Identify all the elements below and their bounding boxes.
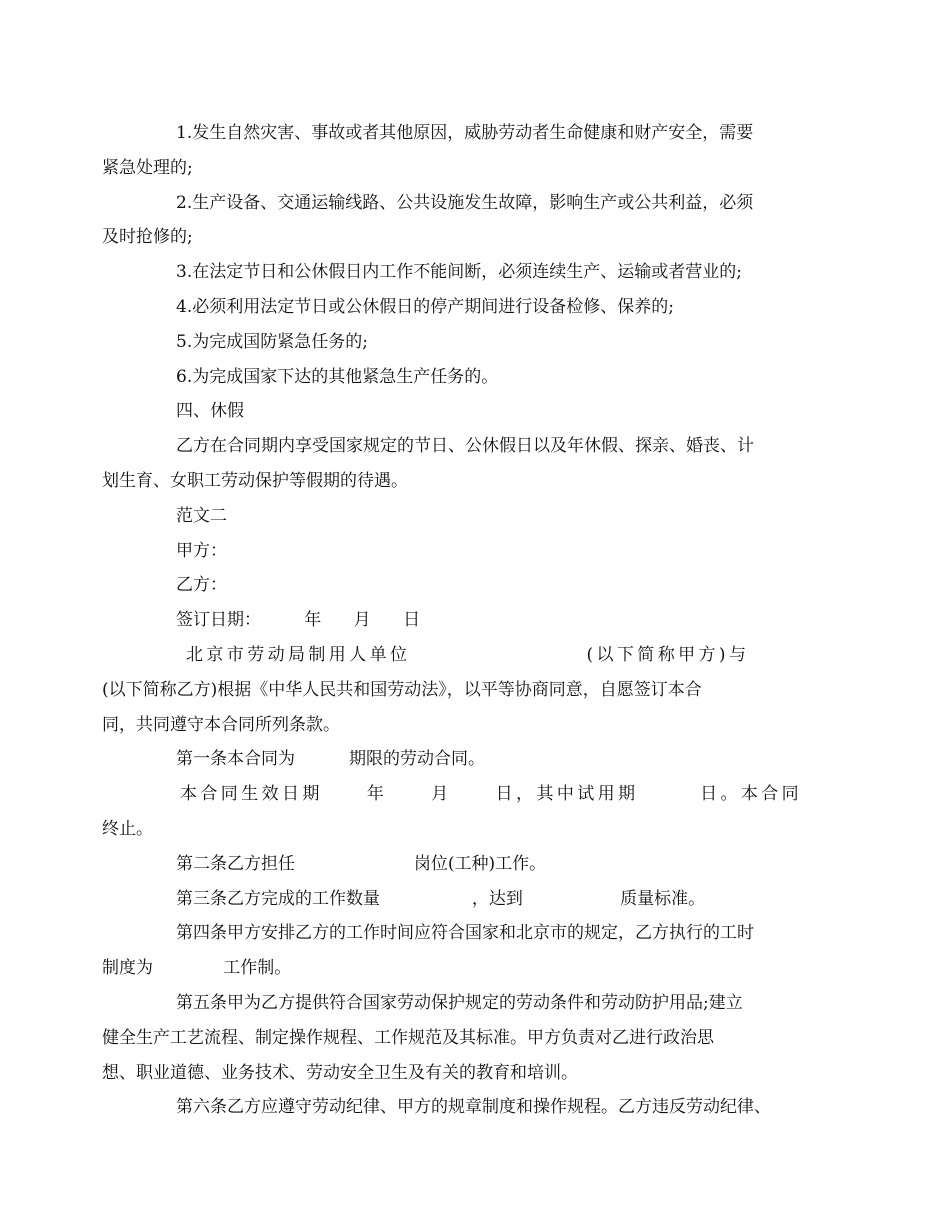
article-1: 第一条本合同为 期限的劳动合同。	[176, 749, 486, 770]
emergency-item-4: 4.必须利用法定节日或公休假日的停产期间进行设备检修、保养的;	[176, 296, 674, 317]
section-heading-vacation: 四、休假	[176, 401, 244, 422]
article-3: 第三条乙方完成的工作数量 ，达到 质量标准。	[176, 888, 706, 909]
signing-date-line: 签订日期： 年 月 日	[176, 610, 421, 631]
emergency-item-1: 1.发生自然灾害、事故或者其他原因，威胁劳动者生命健康和财产安全，需要 紧急处理的;	[102, 123, 754, 178]
effective-date-paragraph: 本合同生效日期 年 月 日，其中试用期 日。本合同 终止。	[102, 784, 803, 839]
party-b-label: 乙方：	[176, 575, 227, 596]
sample-two-heading: 范文二	[176, 505, 227, 526]
emergency-item-3: 3.在法定节日和公休假日内工作不能间断，必须连续生产、运输或者营业的;	[176, 262, 742, 283]
article-6: 第六条乙方应遵守劳动纪律、甲方的规章制度和操作规程。乙方违反劳动纪律、	[176, 1097, 771, 1118]
emergency-item-5: 5.为完成国防紧急任务的;	[176, 331, 368, 352]
vacation-paragraph: 乙方在合同期内享受国家规定的节日、公休假日以及年休假、探亲、婚丧、计 划生育、女职工劳动保护等假期的待遇。	[102, 436, 754, 491]
emergency-item-2: 2.生产设备、交通运输线路、公共设施发生故障，影响生产或公共利益，必须 及时抢修的;	[102, 192, 754, 248]
article-4: 第四条甲方安排乙方的工作时间应符合国家和北京市的规定，乙方执行的工时 制度为 工作制。	[102, 923, 754, 979]
party-a-label: 甲方：	[176, 540, 227, 561]
contract-preamble: 北京市劳动局制用人单位 (以下简称甲方)与 (以下简称乙方)根据《中华人民共和国劳动法》，以平等协商同意，自愿签订本合 同，共同遵守本合同所列条款。	[102, 644, 750, 735]
article-2: 第二条乙方担任 岗位(工种)工作。	[176, 853, 547, 874]
article-5: 第五条甲为乙方提供符合国家劳动保护规定的劳动条件和劳动防护用品;建立 健全生产工艺流程、制定操作规程、工作规范及其标准。甲方负责对乙进行政治思 想、职业道德、业务技术、劳动安全卫生及有关的教育和培训。	[102, 992, 743, 1083]
emergency-item-6: 6.为完成国家下达的其他紧急生产任务的。	[176, 366, 499, 387]
